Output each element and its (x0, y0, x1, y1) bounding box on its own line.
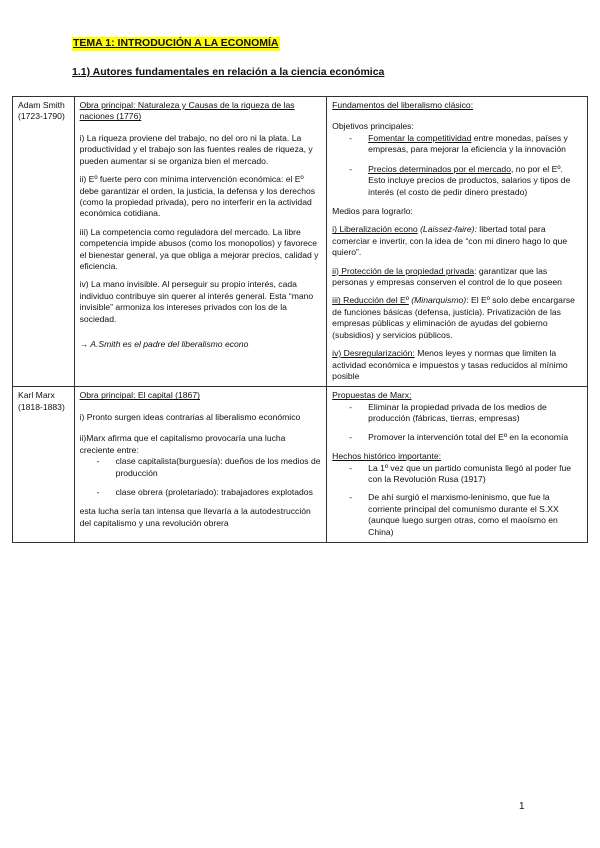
note: → A.Smith es el padre del liberalismo econo (79, 339, 249, 350)
section-subtitle: 1.1) Autores fundamentales en relación a la ciencia económica (72, 66, 385, 78)
author-cell-smith (13, 97, 75, 387)
list-item: - De ahí surgió el marxismo-leninismo, que fue la corriente principal del comunismo durante el S.XX (aunque luego surgen otras, como el maoísmo en China) (332, 492, 582, 538)
document-title: TEMA 1: INTRODUCIÓN A LA ECONOMÍA (73, 37, 279, 49)
paragraph: iv) La mano invisible. Al perseguir su propio interés, cada individuo contribuye sin querer al interés general. Esta “mano invisible” armoniza los intereses privados con los de la sociedad. (79, 279, 314, 324)
author-name: Adam Smith (18, 100, 65, 110)
means-item: ii) Protección de la propiedad privada: garantizar que las personas y empresas conserven el control de lo que poseen (332, 265, 562, 288)
list-item: - clase obrera (proletariado): trabajadores explotados (80, 487, 322, 498)
objectives-heading: Objetivos principales: (332, 121, 414, 132)
list-item: - Fomentar la competitividad entre monedas, países y empresas, para mejorar la eficiencia y la innovación (332, 133, 582, 156)
classes-list (80, 456, 322, 498)
list-item: - La 1º vez que un partido comunista llegó al poder fue con la Revolución Rusa (1917) (332, 463, 582, 486)
fundamentals-heading: Fundamentos del liberalismo clásico: (332, 100, 474, 110)
proposals-cell-marx (327, 387, 588, 543)
paragraph: i) La riqueza proviene del trabajo, no del oro ni la plata. La productividad y el trabajo son las fuentes reales de riqueza, y pueden aumentar si se organiza bien el mercado. (79, 132, 313, 166)
author-years: (1818-1883) (18, 401, 65, 412)
list-item: - clase capitalista(burguesía): dueños de los medios de producción (80, 456, 322, 479)
objectives-list (332, 133, 582, 198)
means-item: i) Liberalización econo (Laissez-faire): libertad total para comerciar e invertir, con la idea de “con mi dinero hago lo que quiero”. (332, 224, 568, 258)
work-heading: Obra principal: Naturaleza y Causas de la riqueza de las naciones (1776) (79, 100, 295, 122)
author-cell-marx (13, 387, 75, 543)
paragraph: esta lucha sería tan intensa que llevaría a la autodestrucción del capitalismo y una revolución obrera (79, 506, 311, 528)
facts-heading: Hechos histórico importante: (332, 451, 442, 462)
paragraph: i) Pronto surgen ideas contrarias al liberalismo económico (79, 411, 301, 422)
table-row-smith (13, 97, 588, 387)
means-item: iii) Reducción del Eº (Minarquismo): El Eº solo debe encargarse de funciones básicas (defensa, justicia). Privatización de las empresas públicas y eliminación de ayudas del gobierno (subsidios) y servicios públicos. (332, 295, 575, 340)
fundamentals-cell-smith (327, 97, 588, 387)
list-item: - Promover la intervención total del Eº en la economía (332, 432, 582, 443)
paragraph: ii) Eº fuerte pero con mínima intervención económica: el Eº debe garantizar el orden, la justicia, la defensa y los derechos (como la propiedad privada), pero no interferir en la actividad económica cotidiana. (79, 174, 316, 219)
paragraph: ii)Marx afirma que el capitalismo provocaría una lucha creciente entre: (79, 433, 286, 455)
work-cell-smith (74, 97, 327, 387)
author-years: (1723-1790) (18, 111, 65, 122)
proposals-list (332, 402, 582, 443)
authors-table (12, 96, 588, 543)
means-item: iv) Desregularización: Menos leyes y normas que limiten la actividad económica e impuestos y tasas reducidos al mínimo posible (332, 348, 568, 382)
work-cell-marx (74, 387, 327, 543)
page-number: 1 (519, 801, 525, 812)
table-row-marx (13, 387, 588, 543)
means-heading: Medios para lograrlo: (332, 205, 413, 216)
facts-list (332, 463, 582, 539)
author-name: Karl Marx (18, 390, 55, 401)
proposals-heading: Propuestas de Marx: (332, 390, 412, 401)
list-item: - Precios determinados por el mercado, no por el Eº. Esto incluye precios de productos, salarios y tipos de interés (el costo de pedir dinero prestado) (332, 164, 582, 198)
paragraph: iii) La competencia como reguladora del mercado. La libre competencia impide abusos (como los monopolios) y favorece el bienestar general, ya que obliga a mejorar precios, calidad y eficiencia. (79, 226, 319, 272)
work-heading: Obra principal: El capital (1867) (79, 390, 200, 401)
list-item: - Eliminar la propiedad privada de los medios de producción (fábricas, tierras, empresas) (332, 402, 582, 425)
